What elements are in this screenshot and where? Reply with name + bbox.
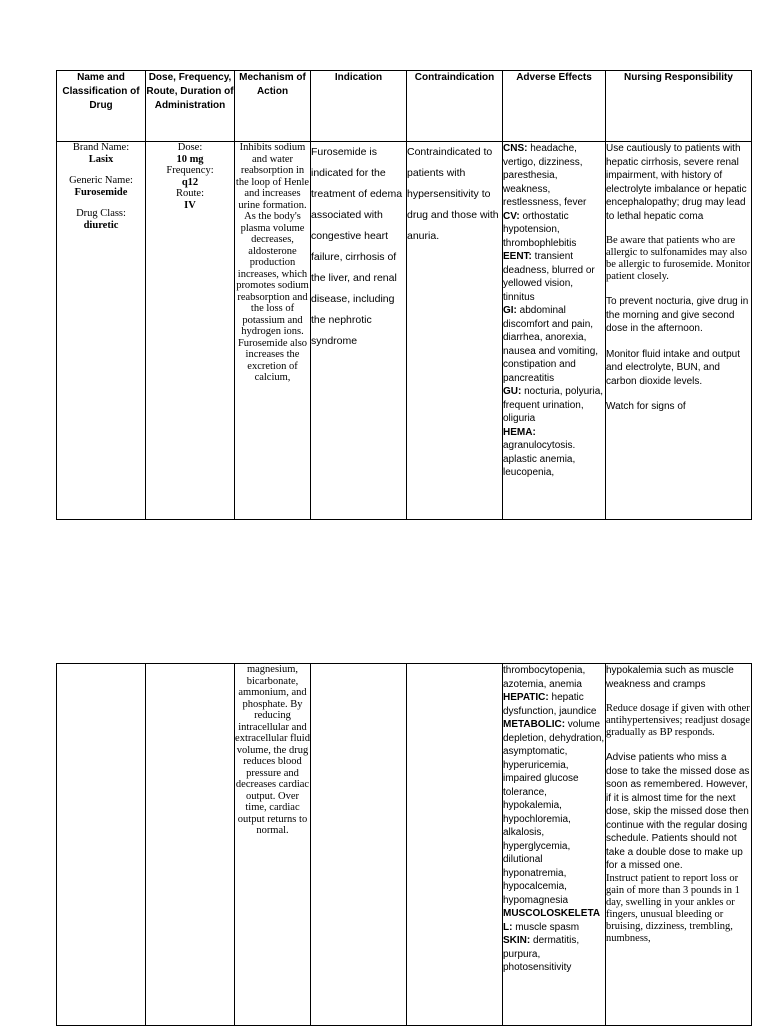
nursing-p8: Advise patients who miss a dose to take the missed dose as soon as remembered. However, if it is almost time for the next dose, skip the missed dose then continue with the regular dosing schedule. Patients should not take a double dose to make up for a missed one. [606,752,750,871]
route-value: IV [184,199,196,211]
hema-label: HEMA: [503,426,536,438]
nursing-p7: Reduce dosage if given with other antihypertensives; readjust dosage gradually as BP responds. [606,703,751,738]
cns-label: CNS: [503,143,528,154]
hepatic-text: hepatic dysfunction, jaundice [503,692,597,717]
header-name: Name and Classification of Drug [57,71,146,142]
gi-label: GI: [503,305,517,316]
metabolic-label: METABOLIC: [503,719,566,730]
adverse-cell-cont [503,664,606,1026]
header-indication: Indication [311,71,407,142]
skin-label: SKIN: [503,935,531,946]
nursing-p6: hypokalemia such as muscle weakness and cramps [606,665,734,690]
drug-class: diuretic [83,219,119,231]
dose-cell [146,142,235,520]
cv-text: orthostatic hypotension, thrombophlebitis [503,210,577,249]
drug-study-table-page1 [56,70,752,520]
mechanism-cell: Inhibits sodium and water reabsorption in the loop of Henle and increases urine formation. As the body's plasma volume decreases, aldosterone production increases, which promotes sodium reabsorption and the loss of potassium and hydrogen ions. Furosemide also increases the excretion of calcium, [235,142,311,520]
hema-text: agranulocytosis. aplastic anemia, leucopenia, [503,440,576,478]
nursing-p4: Monitor fluid intake and output and electrolyte, BUN, and carbon dioxide levels. [606,348,740,387]
name-cell-cont [57,664,146,1026]
eent-label: EENT: [503,251,532,262]
gu-label: GU: [503,386,522,397]
route-label: Route: [176,188,204,199]
class-label: Drug Class: [76,208,126,219]
header-adverse: Adverse Effects [503,71,606,142]
hema-cont-text: thrombocytopenia, azotemia, anemia [503,665,586,690]
adverse-cell [503,142,606,520]
contraindication-cell-cont [407,664,503,1026]
cns-text: headache, vertigo, dizziness, paresthesia, weakness, restlessness, fever [503,143,587,208]
gi-text: abdominal discomfort and pain, diarrhea, anorexia, nausea and vomiting, constipation and pancreatitis [503,305,599,384]
brand-label: Brand Name: [72,142,130,153]
skin-text: dermatitis, purpura, photosensitivity [503,935,580,973]
contraindication-cell: Contraindicated to patients with hypersensitivity to drug and those with anuria. [407,142,503,520]
header-mechanism: Mechanism of Action [235,71,311,142]
generic-name: Furosemide [74,186,128,198]
frequency-value: q12 [181,176,199,188]
generic-label: Generic Name: [69,175,133,186]
dose-value: 10 mg [176,153,204,165]
name-cell [57,142,146,520]
nursing-p9: Instruct patient to report loss or gain of more than 3 pounds in 1 day, swelling in your ankles or fingers, unusual bleeding or bruising, dizziness, trembling, numbness, [606,872,740,944]
nursing-p2: Be aware that patients who are allergic to sulfonamides may also be allergic to furosemide. Monitor patient closely. [606,235,751,282]
drug-study-table-page2 [56,663,752,1026]
brand-name: Lasix [88,153,114,165]
indication-cell: Furosemide is indicated for the treatment of edema associated with congestive heart failure, cirrhosis of the liver, and renal disease, including the nephrotic syndrome [311,142,407,520]
header-dose: Dose, Frequency, Route, Duration of Administration [146,71,235,142]
indication-cell-cont [311,664,407,1026]
metabolic-text: volume depletion, dehydration, asymptomatic, hyperuricemia, impaired glucose tolerance, hypokalemia, hypochloremia, alkalosis, hyperglycemia, dilutional hyponatremia, hypocalcemia, hypomagnesia [503,719,605,906]
cv-label: CV: [503,210,520,222]
musculo-text: muscle spasm [512,921,580,933]
nursing-p1: Use cautiously to patients with hepatic cirrhosis, severe renal impairment, with history of electrolyte imbalance or hepatic encephalopathy; drug may lead to lethal hepatic coma [606,143,747,222]
eent-text: transient deadness, blurred or yellowed vision, tinnitus [503,251,595,303]
gu-text: nocturia, polyuria, frequent urination, oliguria [503,386,604,424]
dose-cell-cont [146,664,235,1026]
musculo-label: MUSCOLOSKELETAL: [503,908,601,933]
nursing-p5: Watch for signs of [606,401,686,412]
dose-label: Dose: [177,142,203,153]
nursing-cell [606,142,752,520]
nursing-cell-cont [606,664,752,1026]
hepatic-label: HEPATIC: [503,692,549,703]
frequency-label: Frequency: [166,165,214,176]
header-contraindication: Contraindication [407,71,503,142]
mechanism-cell-cont: magnesium, bicarbonate, ammonium, and phosphate. By reducing intracellular and extracellular fluid volume, the drug reduces blood pressure and decreases cardiac output. Over time, cardiac output returns to normal. [235,664,311,1026]
nursing-p3: To prevent nocturia, give drug in the morning and give second dose in the afternoon. [606,296,749,334]
header-nursing: Nursing Responsibility [606,71,752,142]
